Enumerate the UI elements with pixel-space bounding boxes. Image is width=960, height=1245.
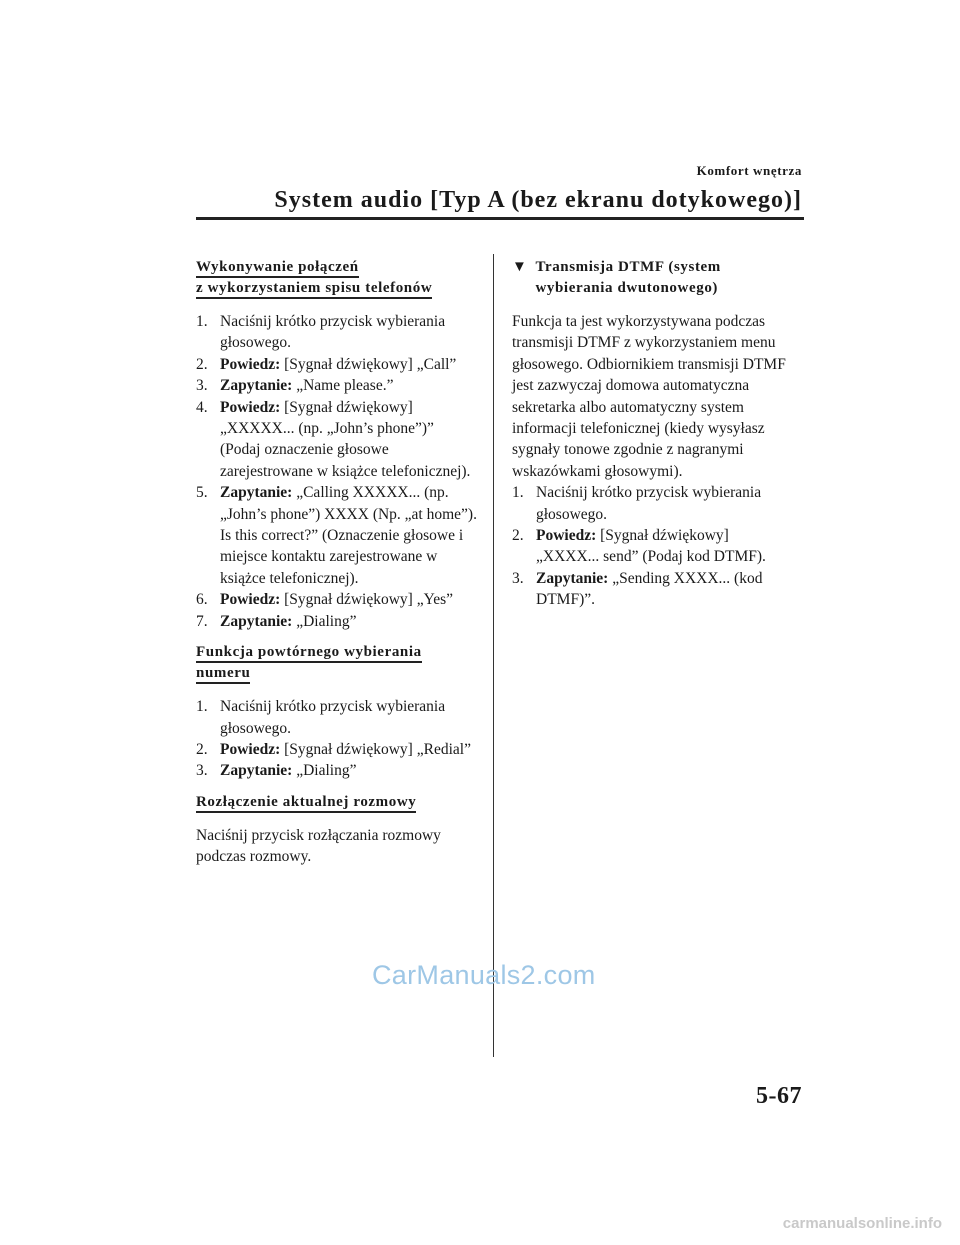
watermark: CarManuals2.com [372, 960, 596, 990]
heading-disconnect [196, 792, 478, 813]
heading-line: z wykorzystaniem spisu telefonów [196, 280, 432, 299]
heading-text: Transmisja DTMF (system wybierania dwutonowego) [535, 259, 721, 296]
heading-dtmf [512, 257, 794, 299]
step-keyword: Zapytanie: [220, 612, 293, 630]
right-column [512, 257, 794, 611]
list-item [196, 354, 478, 375]
heading-phonebook-calls [196, 257, 478, 299]
left-column [196, 257, 478, 868]
step-number: 6. [196, 591, 208, 609]
step-text: „Dialing” [292, 612, 357, 630]
triangle-marker-icon: ▼ [512, 259, 528, 275]
steps-redial [196, 696, 478, 782]
step-number: 1. [196, 698, 208, 716]
paragraph-dtmf: Funkcja ta jest wykorzystywana podczas transmisji DTMF z wykorzystaniem menu głosowego. Odbiornikiem transmisji DTMF jest zazwyczaj domowa automatyczna sekretarka albo automatyczny system informacji telefonicznej (kiedy wysyłasz sygnały tonowe zgodnie z nagranymi wskazówkami głosowymi). [512, 313, 786, 480]
step-keyword: Powiedz: [536, 527, 597, 545]
step-text: „Calling XXXXX... (np. „John’s phone”) XXXX (Np. „at home”). Is this correct?” (Oznaczenie głosowe i miejsce kontaktu zarejestrowane w książce telefonicznej). [220, 484, 477, 587]
step-text: [Sygnał dźwiękowy] „Yes” [280, 591, 454, 609]
step-number: 2. [512, 527, 524, 545]
step-number: 7. [196, 612, 208, 630]
heading-redial [196, 642, 478, 684]
page-number: 5-67 [756, 1083, 802, 1109]
step-number: 5. [196, 484, 208, 502]
list-item [196, 696, 478, 739]
step-text: [Sygnał dźwiękowy] „Call” [280, 355, 457, 373]
header-rule [196, 217, 804, 220]
step-text: „Sending XXXX... (kod DTMF)”. [536, 569, 763, 609]
section-label: Komfort wnętrza [696, 163, 802, 178]
steps-dtmf [512, 482, 794, 610]
list-item [512, 568, 794, 611]
step-keyword: Zapytanie: [536, 569, 609, 587]
step-keyword: Zapytanie: [220, 762, 293, 780]
list-item [196, 482, 478, 589]
step-number: 3. [196, 377, 208, 395]
step-number: 3. [196, 762, 208, 780]
step-keyword: Zapytanie: [220, 484, 293, 502]
step-text: Naciśnij krótko przycisk wybierania głosowego. [220, 698, 446, 737]
list-item [512, 525, 794, 568]
step-text: „Name please.” [292, 377, 394, 395]
list-item [196, 611, 478, 632]
step-text: [Sygnał dźwiękowy] „Redial” [280, 740, 471, 758]
list-item [196, 589, 478, 610]
list-item [196, 739, 478, 760]
heading-line: Wykonywanie połączeń [196, 259, 359, 278]
step-number: 4. [196, 398, 208, 416]
step-text: „Dialing” [292, 762, 357, 780]
step-text: Naciśnij krótko przycisk wybierania głosowego. [220, 313, 446, 352]
step-text: [Sygnał dźwiękowy] „XXXX... send” (Podaj kod DTMF). [536, 527, 766, 566]
step-keyword: Powiedz: [220, 591, 281, 609]
heading-line: Rozłączenie aktualnej rozmowy [196, 794, 416, 813]
step-number: 1. [196, 313, 208, 330]
step-number: 3. [512, 569, 524, 587]
list-item [512, 482, 794, 525]
list-item [196, 311, 478, 354]
paragraph-disconnect: Naciśnij przycisk rozłączania rozmowy podczas rozmowy. [196, 826, 441, 866]
step-keyword: Powiedz: [220, 398, 281, 416]
step-number: 2. [196, 740, 208, 758]
step-keyword: Powiedz: [220, 355, 281, 373]
list-item [196, 375, 478, 396]
heading-line: Funkcja powtórnego wybierania [196, 644, 422, 663]
column-divider [493, 254, 494, 1057]
list-item [196, 397, 478, 483]
step-number: 2. [196, 355, 208, 373]
list-item [196, 760, 478, 781]
footer-site-watermark: carmanualsonline.info [782, 1215, 942, 1232]
step-keyword: Powiedz: [220, 740, 281, 758]
chapter-title: System audio [Typ A (bez ekranu dotykowego)] [274, 187, 802, 213]
heading-line: numeru [196, 665, 250, 684]
step-text: Naciśnij krótko przycisk wybierania głosowego. [536, 484, 762, 523]
steps-phonebook-calls [196, 311, 478, 632]
step-keyword: Zapytanie: [220, 377, 293, 395]
step-number: 1. [512, 484, 524, 502]
step-text: [Sygnał dźwiękowy] „XXXXX... (np. „John’s phone”)” (Podaj oznaczenie głosowe zarejestrowane w książce telefonicznej). [220, 398, 471, 480]
